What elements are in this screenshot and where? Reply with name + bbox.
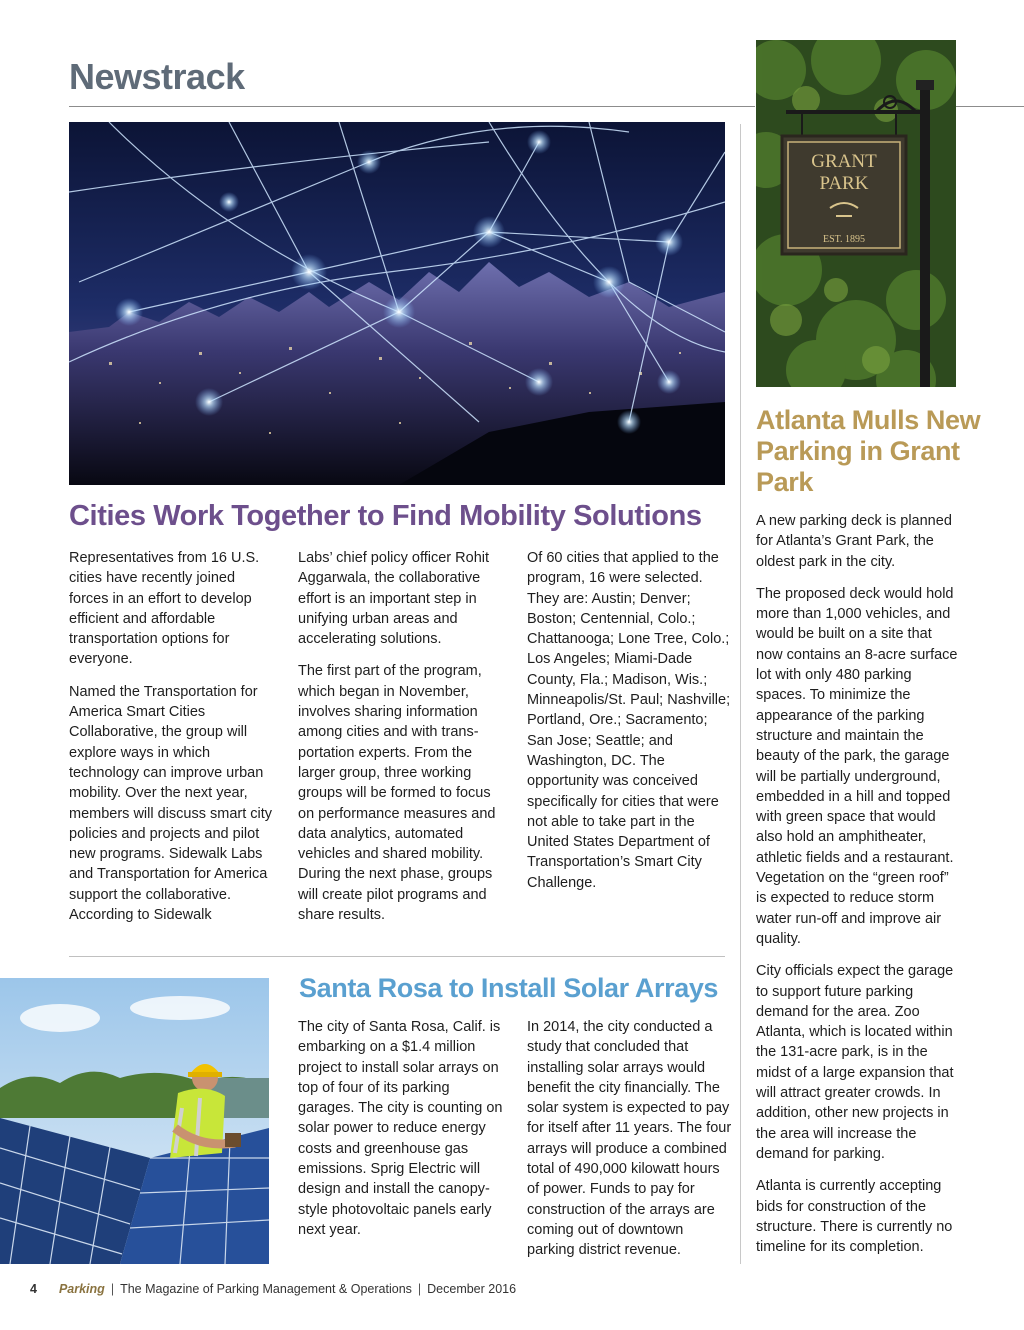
atlanta-column xyxy=(756,511,962,1269)
cities-col1-p1: Representatives from 16 U.S. cities have recently joined forces in an effort to develop efficient and affordable transportation options for everyone. xyxy=(69,550,260,668)
section-title: Newstrack xyxy=(69,56,245,97)
atlanta-p4: Atlanta is currently accepting bids for construction of the structure. There is currently no timeline for its completion. xyxy=(756,1178,953,1256)
header-rule xyxy=(69,106,755,107)
santa-rosa-column-2 xyxy=(527,1017,732,1273)
park-sign-line2: PARK xyxy=(819,173,869,194)
cities-column-2 xyxy=(298,548,503,937)
grant-park-sign-photo xyxy=(756,40,956,387)
cities-col1-p2: Named the Transportation for America Smart Cities Collaborative, the group will explore ways in which technology can improve urban mobility. Over the next year, members will discuss smart city policies and projects and pilot new programs. Sidewalk Labs and Transportation for America support the collaborative. According to Sidewalk xyxy=(69,683,273,924)
magazine-subtitle: The Magazine of Parking Management & Operations xyxy=(120,1282,412,1296)
santa-rosa-column-1 xyxy=(298,1017,503,1252)
page-number: 4 xyxy=(30,1282,37,1296)
magazine-name: Parking xyxy=(58,1282,105,1296)
park-sign-line1: GRANT xyxy=(811,151,877,172)
solar-worker-photo xyxy=(0,978,269,1264)
atlanta-headline: Atlanta Mulls New Parking in Grant Park xyxy=(756,405,981,497)
cities-headline: Cities Work Together to Find Mobility Solutions xyxy=(69,500,702,532)
cities-column-1 xyxy=(69,548,274,937)
cities-col2-p2: The first part of the program, which began in November, involves sharing information among cities and with transportation experts. From the larger group, three working groups will be formed to focus on performance measures and data analytics, automated vehicles and shared mobility. During the next phase, groups will create pilot programs and share results. xyxy=(298,663,496,924)
article-divider xyxy=(69,956,725,957)
santa-rosa-headline: Santa Rosa to Install Solar Arrays xyxy=(299,973,719,1003)
santa-col1-p1: The city of Santa Rosa, Calif. is embarking on a $1.4 million project to install solar arrays on top of four of its parking garages. The city is counting on solar power to reduce energy costs and greenhouse gas emissions. Sprig Electric will design and install the canopy-style photovoltaic panels early next year. xyxy=(298,1019,503,1238)
cities-column-3 xyxy=(527,548,732,905)
santa-col2-p1: In 2014, the city conducted a study that concluded that installing solar arrays would benefit the city financially. The solar system is expected to pay for itself after 11 years. The four arrays will produce a combined total of 490,000 kilowatt hours of power. Funds to pay for construction of the arrays are coming out of downtown parking district revenue. xyxy=(527,1019,732,1259)
header-rule-right xyxy=(956,106,1024,107)
park-sign-est: EST. 1895 xyxy=(822,234,866,245)
atlanta-p1: A new parking deck is planned for Atlanta’s Grant Park, the oldest park in the city. xyxy=(756,513,952,570)
page-footer xyxy=(30,1282,516,1296)
atlanta-p2: The proposed deck would hold more than 1,000 vehicles, and would be built on a site that now contains an 8-acre surface lot with only 480 parking spaces. To minimize the appearance of the parking structure and maintain the beauty of the park, the garage will be partially underground, embedded in a hill and topped with green space that would also hold an amphitheater, athletic fields and a restaurant. Vegetation on the “green roof” is expected to reduce storm water run-off and improve air quality. xyxy=(756,585,958,947)
city-network-photo xyxy=(69,122,725,485)
column-divider xyxy=(740,124,741,1264)
issue-date: December 2016 xyxy=(427,1282,517,1296)
cities-col2-p1: Labs’ chief policy officer Rohit Aggarwala, the collaborative effort is an important step in unifying urban areas and accelerating solutions. xyxy=(298,550,490,648)
atlanta-p3: City officials expect the garage to support future parking demand for the area. Zoo Atlanta, which is located within the 131-acre park, is in the midst of a large expansion that will attract greater crowds. In addition, other new projects in the area will increase the demand for parking. xyxy=(756,963,954,1162)
footer-separator-2: | xyxy=(417,1282,422,1296)
cities-col3-p1: Of 60 cities that applied to the program, 16 were selected. They are: Austin; Denver; Boston; Centennial, Colo.; Chattanooga; Lone Tree, Colo.; Los Angeles; Miami-Dade County, Fla.; Madison, Wis.; Minneapolis/St. Paul; Nashville; Portland, Ore.; Sacramento; San Jose; Seattle; and Washington, DC. The opportunity was conceived specifically for cities that were not able to take part in the United States Department of Transportation’s Smart City Challenge. xyxy=(527,550,731,891)
footer-separator-1: | xyxy=(110,1282,115,1296)
